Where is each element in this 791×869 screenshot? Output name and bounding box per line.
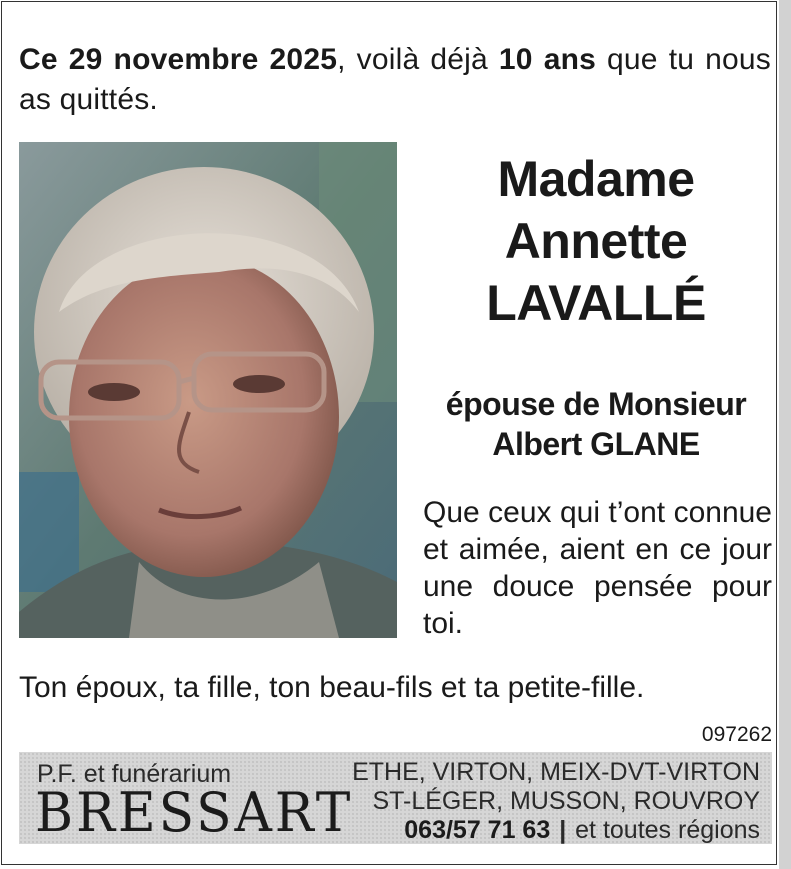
funeral-home-banner	[19, 752, 772, 844]
locations-line2: ST-LÉGER, MUSSON, ROUVROY	[372, 787, 760, 815]
spouse-line2: Albert GLANE	[492, 426, 700, 462]
intro-end: que tu nous as quittés.	[19, 43, 771, 116]
intro-years: 10 ans	[498, 43, 596, 76]
separator: |	[559, 816, 567, 844]
remembrance-verse: Que ceux qui t’ont connue et aimée, aient en ce jour une douce pensée pour toi.	[423, 496, 772, 640]
intro-text	[19, 40, 771, 120]
coverage-text: et toutes régions	[575, 816, 760, 844]
page-edge	[779, 0, 791, 869]
funeral-home-logo: BRESSART	[35, 781, 354, 844]
contact-line	[352, 816, 760, 845]
funeral-home-locations	[352, 758, 760, 845]
name-last: LAVALLÉ	[486, 275, 706, 331]
spouse-info	[420, 384, 772, 464]
family-signature: Ton époux, ta fille, ton beau-fils et ta petite-fille.	[19, 671, 645, 704]
name-first: Annette	[504, 213, 688, 269]
deceased-name	[420, 148, 772, 334]
intro-mid: , voilà déjà	[337, 43, 499, 76]
spouse-line1: épouse de Monsieur	[445, 386, 747, 422]
phone-number: 063/57 71 63	[404, 816, 551, 844]
funeral-home-subtitle: P.F. et funérarium	[37, 760, 232, 788]
intro-date: Ce 29 novembre 2025	[19, 43, 338, 76]
name-title: Madame	[497, 151, 695, 207]
reference-number: 097262	[701, 723, 772, 746]
locations-line1: ETHE, VIRTON, MEIX-DVT-VIRTON	[352, 758, 760, 786]
portrait-photo	[19, 142, 397, 638]
portrait-illustration	[19, 142, 397, 638]
